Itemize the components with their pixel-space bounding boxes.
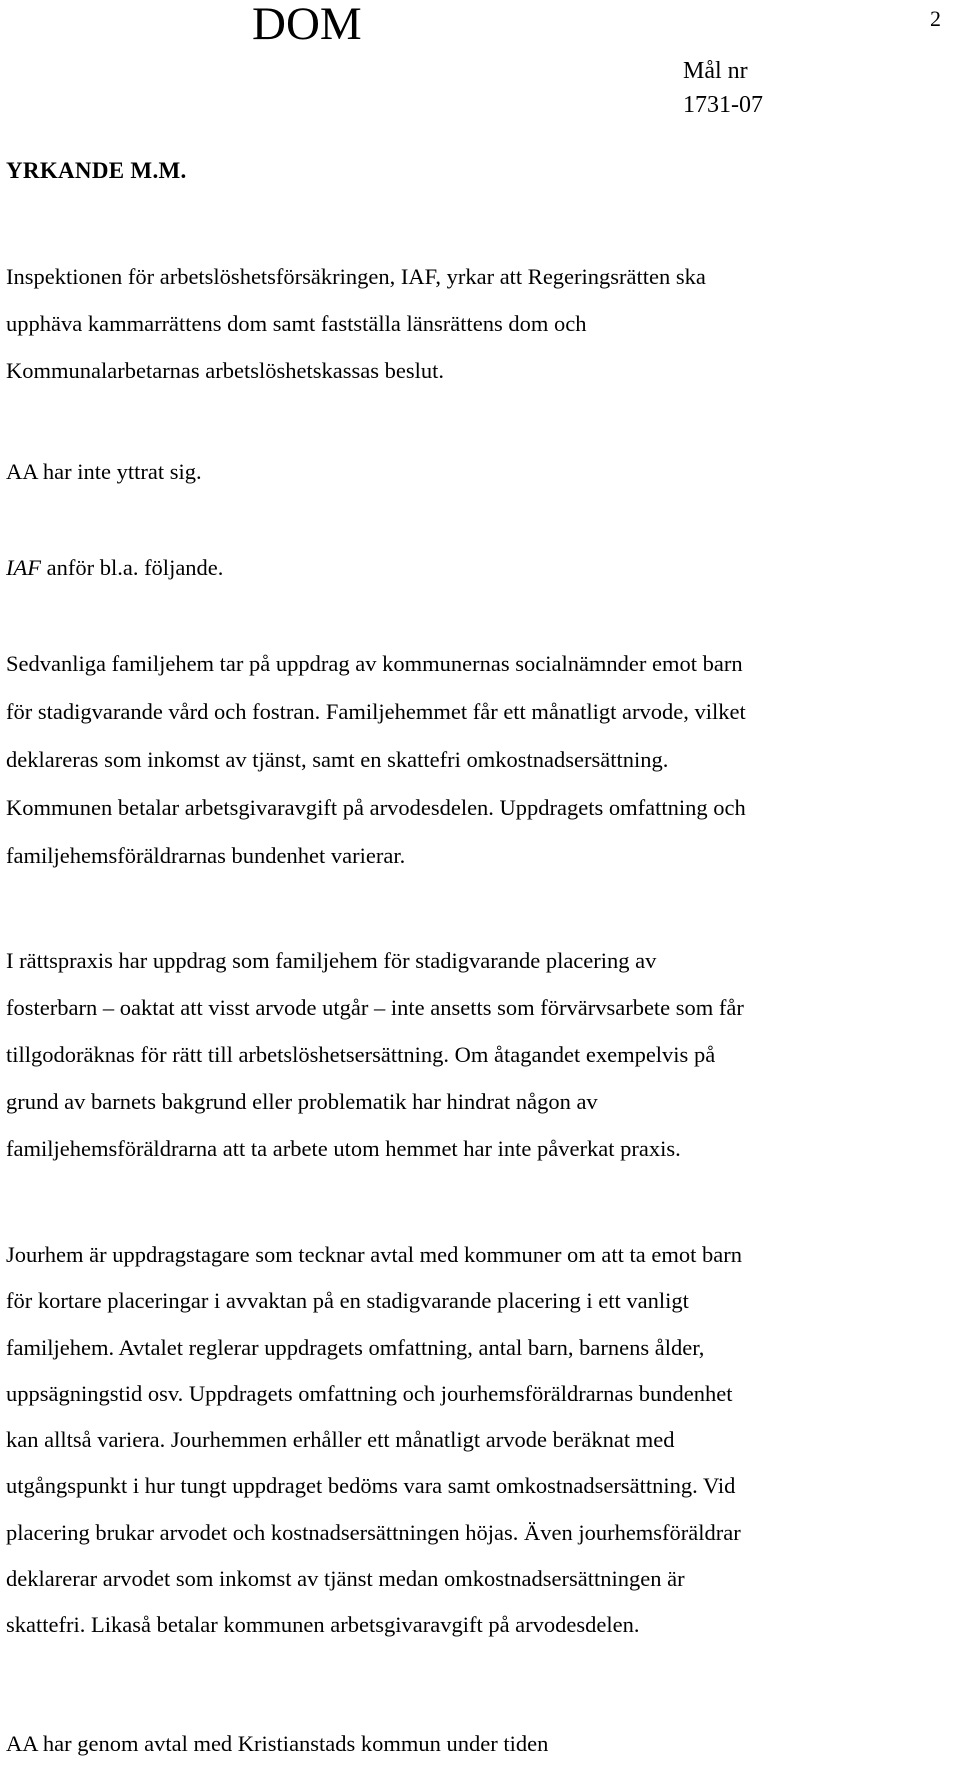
paragraph-emergency-homes bbox=[6, 1232, 954, 1649]
paragraph-line: Jourhem är uppdragstagare som tecknar avtal med kommuner om att ta emot barn bbox=[6, 1242, 743, 1267]
paragraph-line: tillgodoräknas för rätt till arbetslöshetsersättning. Om åtagandet exempelvis på bbox=[6, 1042, 716, 1067]
iaf-italic: IAF bbox=[6, 555, 41, 580]
paragraph-aa-no-comment bbox=[6, 449, 954, 495]
paragraph-line: Kommunen betalar arbetsgivaravgift på arvodesdelen. Uppdragets omfattning och bbox=[6, 795, 746, 820]
paragraph-case-law bbox=[6, 937, 954, 1172]
paragraph-line: deklarerar arvodet som inkomst av tjänst medan omkostnadsersättningen är bbox=[6, 1566, 685, 1592]
paragraph-line: skattefri. Likaså betalar kommunen arbetsgivaravgift på arvodesdelen. bbox=[6, 1612, 640, 1638]
paragraph-foster-homes bbox=[6, 640, 954, 880]
paragraph-line: upphäva kammarrättens dom samt fastställa länsrättens dom och bbox=[6, 311, 587, 336]
paragraph-line: för stadigvarande vård och fostran. Familjehemmet får ett månatligt arvode, vilket bbox=[6, 699, 746, 724]
paragraph-line: uppsägningstid osv. Uppdragets omfattning och jourhemsföräldrarnas bundenhet bbox=[6, 1380, 733, 1406]
paragraph-line: placering brukar arvodet och kostnadsersättningen höjas. Även jourhemsföräldrar bbox=[6, 1519, 741, 1545]
paragraph-iaf-states bbox=[6, 545, 954, 591]
paragraph-line: utgångspunkt i hur tungt uppdraget bedöms vara samt omkostnadsersättning. Vid bbox=[6, 1473, 736, 1499]
page-number: 2 bbox=[930, 6, 941, 31]
paragraph-line: familjehem. Avtalet reglerar uppdragets omfattning, antal barn, barnens ålder, bbox=[6, 1334, 705, 1360]
paragraph-line: grund av barnets bakgrund eller problematik har hindrat någon av bbox=[6, 1089, 598, 1114]
paragraph-line: I rättspraxis har uppdrag som familjehem för stadigvarande placering av bbox=[6, 948, 657, 973]
case-label: Mål nr bbox=[683, 58, 748, 84]
paragraph-line: Inspektionen för arbetslöshetsförsäkringen, IAF, yrkar att Regeringsrätten ska bbox=[6, 264, 706, 289]
paragraph-line: deklareras som inkomst av tjänst, samt en skattefri omkostnadsersättning. bbox=[6, 747, 669, 772]
paragraph-line: Kommunalarbetarnas arbetslöshetskassas beslut. bbox=[6, 358, 445, 383]
paragraph-line: för kortare placeringar i avvaktan på en stadigvarande placering i ett vanligt bbox=[6, 1288, 689, 1314]
paragraph-line bbox=[6, 545, 954, 591]
case-number: 1731-07 bbox=[683, 92, 763, 118]
document-title: DOM bbox=[252, 0, 362, 50]
paragraph-line: familjehemsföräldrarnas bundenhet varierar. bbox=[6, 843, 406, 868]
iaf-states-text: anför bl.a. följande. bbox=[40, 555, 224, 580]
paragraph-line: kan alltså variera. Jourhemmen erhåller ett månatligt arvode beräknat med bbox=[6, 1427, 675, 1453]
paragraph-line: familjehemsföräldrarna att ta arbete utom hemmet har inte påverkat praxis. bbox=[6, 1136, 681, 1161]
paragraph-iaf-claim bbox=[6, 253, 954, 394]
paragraph-aa-agreement bbox=[6, 1721, 954, 1767]
paragraph-line: fosterbarn – oaktat att visst arvode utgår – inte ansetts som förvärvsarbete som får bbox=[6, 995, 744, 1020]
paragraph-line: Sedvanliga familjehem tar på uppdrag av kommunernas socialnämnder emot barn bbox=[6, 651, 743, 676]
section-heading: YRKANDE M.M. bbox=[6, 158, 187, 183]
paragraph-line: AA har genom avtal med Kristianstads kommun under tiden bbox=[6, 1731, 549, 1756]
paragraph-line: AA har inte yttrat sig. bbox=[6, 459, 202, 484]
